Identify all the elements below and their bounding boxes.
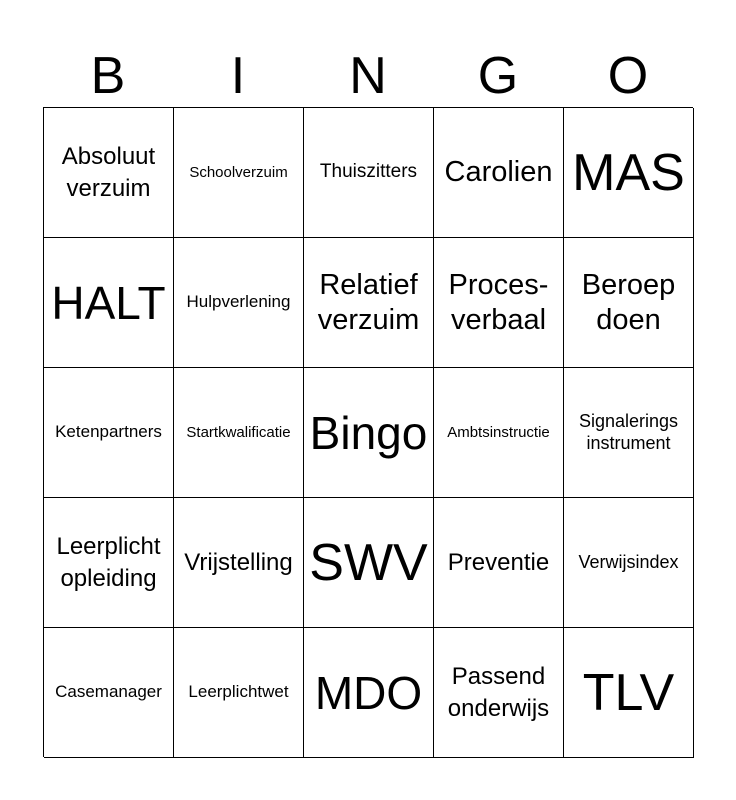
bingo-cell[interactable]: Startkwalificatie — [174, 368, 304, 498]
bingo-board — [43, 107, 693, 757]
bingo-cell[interactable]: Preventie — [434, 498, 564, 628]
bingo-cell[interactable]: Proces-verbaal — [434, 238, 564, 368]
bingo-cell[interactable]: Leerplichtwet — [174, 628, 304, 758]
header-letter-b: B — [90, 47, 126, 105]
bingo-cell[interactable]: Ketenpartners — [44, 368, 174, 498]
bingo-cell[interactable]: Carolien — [434, 108, 564, 238]
header-letter-i: I — [230, 47, 246, 105]
bingo-cell[interactable]: Relatief verzuim — [304, 238, 434, 368]
bingo-cell[interactable]: Signalerings instrument — [564, 368, 694, 498]
bingo-header — [43, 44, 693, 108]
bingo-cell[interactable]: HALT — [44, 238, 174, 368]
bingo-cell[interactable]: Beroep doen — [564, 238, 694, 368]
header-letter-n: N — [349, 47, 387, 105]
bingo-cell[interactable]: SWV — [304, 498, 434, 628]
bingo-cell[interactable]: Ambtsinstructie — [434, 368, 564, 498]
bingo-cell[interactable]: Verwijsindex — [564, 498, 694, 628]
bingo-cell[interactable]: Absoluut verzuim — [44, 108, 174, 238]
bingo-cell[interactable]: Casemanager — [44, 628, 174, 758]
bingo-cell[interactable]: Hulpverlening — [174, 238, 304, 368]
bingo-cell[interactable]: Thuiszitters — [304, 108, 434, 238]
header-letter-o: O — [607, 47, 649, 105]
header-letter-g: G — [477, 47, 519, 105]
bingo-cell[interactable]: Leerplicht opleiding — [44, 498, 174, 628]
bingo-cell[interactable]: Passend onderwijs — [434, 628, 564, 758]
bingo-cell[interactable]: MDO — [304, 628, 434, 758]
bingo-cell[interactable]: Schoolverzuim — [174, 108, 304, 238]
bingo-cell[interactable]: MAS — [564, 108, 694, 238]
bingo-cell[interactable]: TLV — [564, 628, 694, 758]
free-space-cell[interactable]: Bingo — [304, 368, 434, 498]
bingo-cell[interactable]: Vrijstelling — [174, 498, 304, 628]
